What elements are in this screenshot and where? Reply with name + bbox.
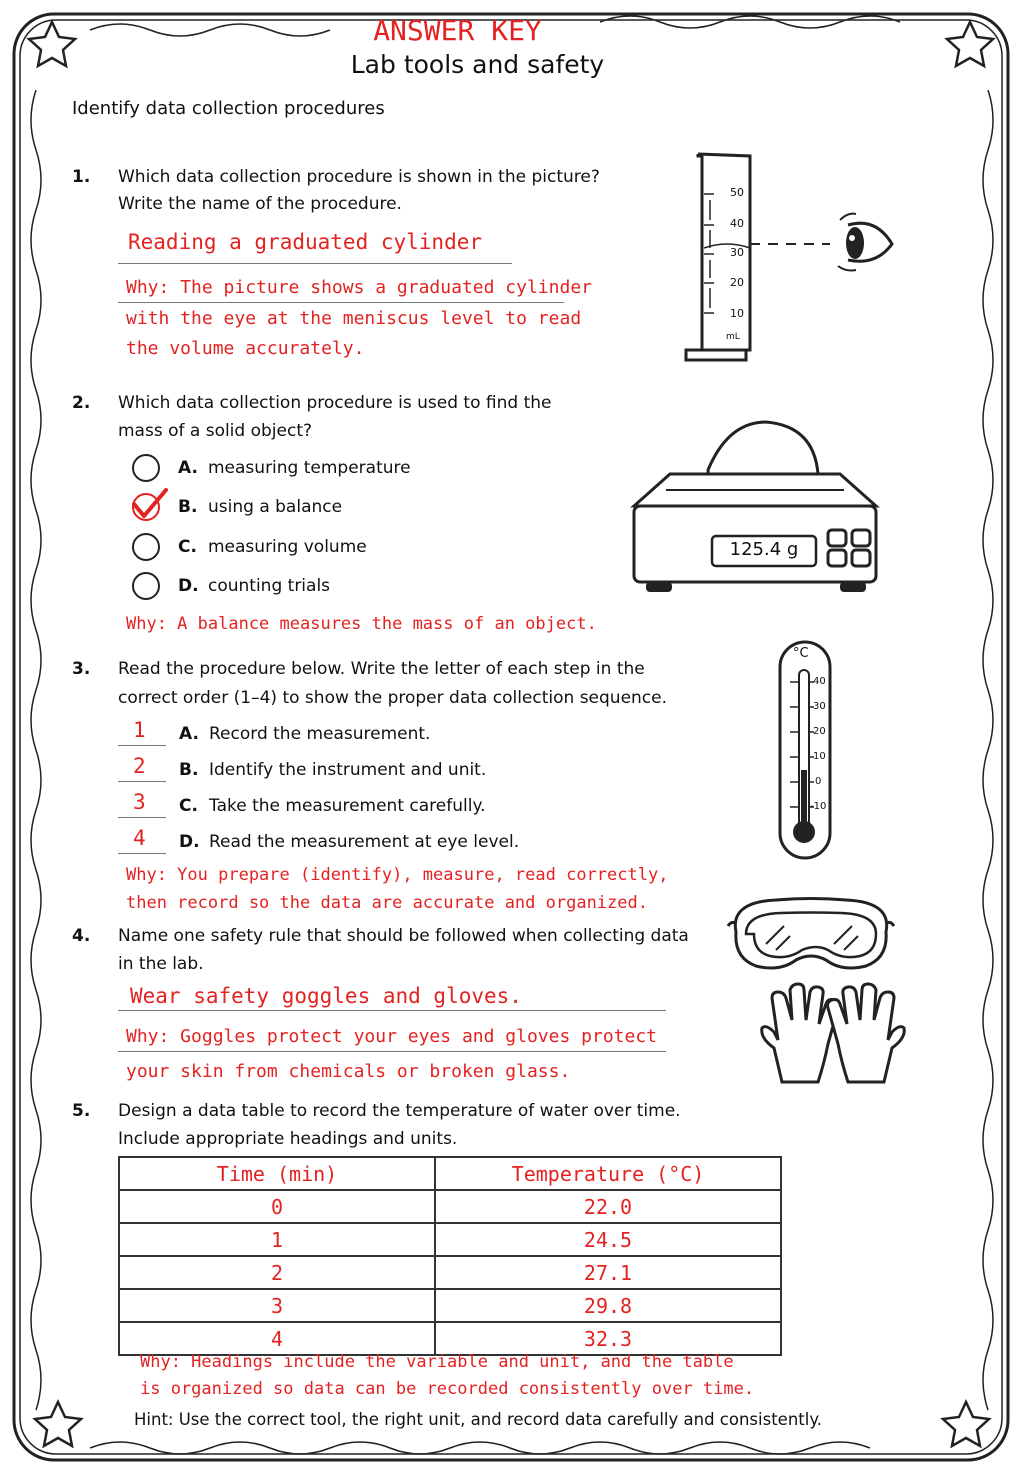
cylinder-tick-30: 30 [730, 246, 744, 259]
table-cell-temperature: 32.3 [435, 1322, 781, 1355]
scale-display: 125.4 g [729, 539, 799, 560]
q3-step3-answer: 3 [133, 790, 146, 814]
q3-number: 3. [72, 659, 91, 679]
cylinder-tick-10: 10 [730, 307, 744, 320]
checkmark-icon [126, 486, 170, 522]
table-cell-time: 4 [119, 1322, 435, 1355]
q3-step4-letter: D. [179, 832, 200, 852]
q3-text-line2: correct order (1–4) to show the proper data collection sequence. [118, 688, 668, 708]
q1-text-line1: Which data collection procedure is shown in the picture? [118, 167, 600, 187]
q3-text-line1: Read the procedure below. Write the letter of each step in the [118, 659, 645, 679]
table-header-row [119, 1157, 781, 1190]
q4-text-line1: Name one safety rule that should be followed when collecting data [118, 926, 689, 946]
q2-text-line2: mass of a solid object? [118, 421, 313, 441]
q3-step1-answer: 1 [133, 718, 146, 742]
q1-answer: Reading a graduated cylinder [128, 230, 483, 254]
q3-step1-line [118, 745, 166, 746]
q1-why-line1: Why: The picture shows a graduated cylinder [126, 277, 592, 298]
q2-option-a-text: measuring temperature [208, 458, 411, 478]
data-table [118, 1156, 782, 1356]
q4-why-line2: your skin from chemicals or broken glass. [126, 1061, 571, 1082]
q4-answer: Wear safety goggles and gloves. [130, 984, 522, 1008]
hint-text: Hint: Use the correct tool, the right unit, and record data carefully and consistently. [134, 1410, 822, 1429]
q2-why: Why: A balance measures the mass of an object. [126, 614, 597, 634]
thermometer-tick-10: 10 [813, 751, 826, 762]
cylinder-tick-40: 40 [730, 217, 744, 230]
q2-option-d-radio[interactable] [132, 572, 160, 600]
cylinder-tick-20: 20 [730, 276, 744, 289]
table-cell-temperature: 22.0 [435, 1190, 781, 1223]
q3-step4-line [118, 853, 166, 854]
q2-option-d-text: counting trials [208, 576, 331, 596]
q2-option-d-letter: D. [178, 576, 199, 596]
thermometer-unit: °C [793, 646, 809, 661]
table-row [119, 1223, 781, 1256]
q3-step2-text: Identify the instrument and unit. [209, 760, 487, 780]
q3-step1-letter: A. [179, 724, 199, 744]
table-row [119, 1190, 781, 1223]
cylinder-unit: mL [726, 332, 740, 342]
page-subtitle: Identify data collection procedures [72, 98, 385, 119]
q1-why-underline [118, 302, 564, 303]
q2-number: 2. [72, 393, 91, 413]
q5-why-line2: is organized so data can be recorded consistently over time. [140, 1379, 755, 1399]
q4-text-line2: in the lab. [118, 954, 204, 974]
q3-step3-line [118, 817, 166, 818]
table-cell-temperature: 27.1 [435, 1256, 781, 1289]
q2-option-c-text: measuring volume [208, 537, 367, 557]
q3-step4-answer: 4 [133, 826, 146, 850]
table-cell-time: 0 [119, 1190, 435, 1223]
q1-why-line2: with the eye at the meniscus level to read [126, 308, 582, 329]
q1-text-line2: Write the name of the procedure. [118, 194, 402, 214]
q3-step2-letter: B. [179, 760, 199, 780]
q2-text-line1: Which data collection procedure is used to find the [118, 393, 552, 413]
table-header-temperature: Temperature (°C) [435, 1157, 781, 1190]
table-row [119, 1256, 781, 1289]
q3-step3-letter: C. [179, 796, 198, 816]
answer-key-label: ANSWER KEY [373, 14, 542, 47]
q3-step1-text: Record the measurement. [209, 724, 431, 744]
balance-scale-icon [628, 410, 880, 596]
table-row [119, 1289, 781, 1322]
thermometer-tick-30: 30 [813, 701, 826, 712]
safety-goggles-icon [726, 892, 896, 992]
q3-step2-answer: 2 [133, 754, 146, 778]
q5-number: 5. [72, 1101, 91, 1121]
q4-answer-line [118, 1010, 666, 1011]
q2-option-c-radio[interactable] [132, 533, 160, 561]
q1-why-line3: the volume accurately. [126, 338, 365, 359]
q5-text-line2: Include appropriate headings and units. [118, 1129, 458, 1149]
table-cell-time: 2 [119, 1256, 435, 1289]
cylinder-tick-50: 50 [730, 186, 744, 199]
q3-why-line2: then record so the data are accurate and organized. [126, 893, 648, 913]
q2-option-a-radio[interactable] [132, 454, 160, 482]
table-header-time: Time (min) [119, 1157, 435, 1190]
q5-text-line1: Design a data table to record the temperature of water over time. [118, 1101, 681, 1121]
thermometer-tick-minus10: -10 [810, 801, 827, 812]
q2-option-c-letter: C. [178, 537, 197, 557]
graduated-cylinder-icon [680, 150, 910, 370]
q1-number: 1. [72, 167, 91, 187]
q4-why-underline [118, 1051, 666, 1052]
table-cell-time: 3 [119, 1289, 435, 1322]
q5-why-line1: Why: Headings include the variable and unit, and the table [140, 1352, 734, 1372]
q2-option-b-text: using a balance [208, 497, 343, 517]
thermometer-tick-0: 0 [815, 776, 822, 787]
gloves-icon [756, 978, 912, 1090]
q1-answer-line [118, 263, 512, 264]
q4-number: 4. [72, 926, 91, 946]
q3-step3-text: Take the measurement carefully. [209, 796, 486, 816]
table-cell-time: 1 [119, 1223, 435, 1256]
q3-step4-text: Read the measurement at eye level. [209, 832, 520, 852]
thermometer-tick-20: 20 [813, 726, 826, 737]
table-row [119, 1322, 781, 1355]
table-cell-temperature: 24.5 [435, 1223, 781, 1256]
q4-why-line1: Why: Goggles protect your eyes and gloves protect [126, 1026, 658, 1047]
thermometer-tick-40: 40 [813, 676, 826, 687]
q3-step2-line [118, 781, 166, 782]
q2-option-a-letter: A. [178, 458, 198, 478]
table-cell-temperature: 29.8 [435, 1289, 781, 1322]
q2-option-b-letter: B. [178, 497, 198, 517]
page-title: Lab tools and safety [350, 50, 605, 79]
q3-why-line1: Why: You prepare (identify), measure, read correctly, [126, 865, 669, 885]
